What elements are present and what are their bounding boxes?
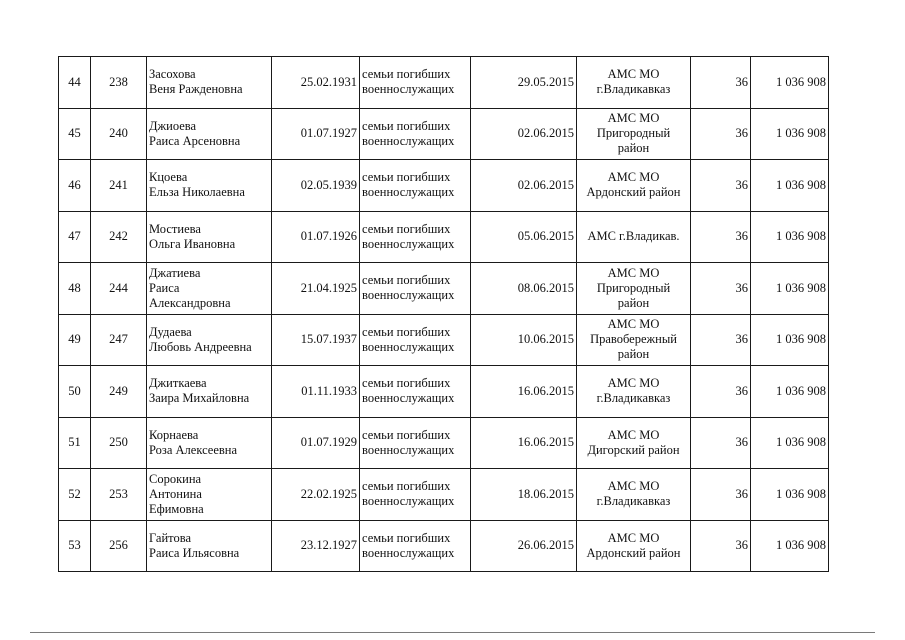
administration-cell xyxy=(577,160,691,212)
table-body xyxy=(59,57,829,572)
category-cell-line: семьи погибших xyxy=(362,376,451,391)
category-cell-line: семьи погибших xyxy=(362,118,451,133)
administration-cell-line: АМС МО xyxy=(607,530,660,545)
administration-cell-line: Правобережный xyxy=(590,332,677,347)
full-name-cell-line: Сорокина xyxy=(149,471,202,486)
full-name-cell xyxy=(147,108,272,160)
term-cell: 36 xyxy=(691,417,751,469)
full-name-cell-line: Корнаева xyxy=(149,427,199,442)
row-number-cell: 52 xyxy=(59,469,91,521)
full-name-cell xyxy=(147,314,272,366)
full-name-cell-line: Ольга Ивановна xyxy=(149,236,236,251)
term-cell: 36 xyxy=(691,108,751,160)
full-name-cell xyxy=(147,160,272,212)
full-name-cell-line: Джиткаева xyxy=(149,376,207,391)
category-cell-line: военнослужащих xyxy=(362,442,455,457)
row-number-cell: 50 xyxy=(59,366,91,418)
full-name-cell-line: Раиса Арсеновна xyxy=(149,133,241,148)
table-row xyxy=(59,314,829,366)
category-cell xyxy=(360,366,471,418)
full-name-cell xyxy=(147,417,272,469)
category-cell xyxy=(360,314,471,366)
term-cell: 36 xyxy=(691,314,751,366)
full-name-cell-line: Антонина xyxy=(149,486,202,501)
administration-cell-line: район xyxy=(617,295,650,310)
amount-cell: 1 036 908 xyxy=(751,108,829,160)
registration-number-cell: 244 xyxy=(91,263,147,315)
category-cell-line: военнослужащих xyxy=(362,339,455,354)
administration-cell-line: АМС МО xyxy=(607,427,660,442)
amount-cell: 1 036 908 xyxy=(751,211,829,263)
full-name-cell-line: Раиса xyxy=(149,280,180,295)
row-number-cell: 49 xyxy=(59,314,91,366)
amount-cell: 1 036 908 xyxy=(751,263,829,315)
full-name-cell-line: Засохова xyxy=(149,67,196,82)
birth-date-cell: 02.05.1939 xyxy=(272,160,360,212)
full-name-cell-line: Роза Алексеевна xyxy=(149,442,238,457)
application-date-cell: 16.06.2015 xyxy=(471,366,577,418)
administration-cell-line: район xyxy=(617,347,650,362)
term-cell: 36 xyxy=(691,160,751,212)
administration-cell-line: АМС МО xyxy=(607,376,660,391)
full-name-cell xyxy=(147,366,272,418)
full-name-cell-line: Ефимовна xyxy=(149,501,204,516)
administration-cell xyxy=(577,520,691,572)
administration-cell-line: АМС МО xyxy=(607,67,660,82)
amount-cell: 1 036 908 xyxy=(751,366,829,418)
category-cell-line: семьи погибших xyxy=(362,479,451,494)
full-name-cell-line: Кцоева xyxy=(149,170,188,185)
full-name-cell xyxy=(147,57,272,109)
birth-date-cell: 01.07.1929 xyxy=(272,417,360,469)
administration-cell-line: АМС МО xyxy=(607,479,660,494)
full-name-cell xyxy=(147,263,272,315)
full-name-cell-line: Раиса Ильясовна xyxy=(149,545,240,560)
row-number-cell: 44 xyxy=(59,57,91,109)
amount-cell: 1 036 908 xyxy=(751,160,829,212)
administration-cell-line: АМС МО xyxy=(607,170,660,185)
administration-cell xyxy=(577,314,691,366)
full-name-cell-line: Любовь Андреевна xyxy=(149,339,252,354)
administration-cell-line: АМС МО xyxy=(607,317,660,332)
administration-cell-line: г.Владикавказ xyxy=(596,82,671,97)
term-cell: 36 xyxy=(691,520,751,572)
category-cell xyxy=(360,108,471,160)
application-date-cell: 16.06.2015 xyxy=(471,417,577,469)
term-cell: 36 xyxy=(691,211,751,263)
registration-number-cell: 238 xyxy=(91,57,147,109)
category-cell-line: семьи погибших xyxy=(362,170,451,185)
category-cell xyxy=(360,520,471,572)
category-cell-line: военнослужащих xyxy=(362,288,455,303)
administration-cell xyxy=(577,211,691,263)
birth-date-cell: 15.07.1937 xyxy=(272,314,360,366)
category-cell-line: семьи погибших xyxy=(362,273,451,288)
full-name-cell-line: Джиоева xyxy=(149,118,197,133)
registration-number-cell: 249 xyxy=(91,366,147,418)
registration-number-cell: 241 xyxy=(91,160,147,212)
category-cell-line: военнослужащих xyxy=(362,236,455,251)
table-row xyxy=(59,211,829,263)
registration-number-cell: 242 xyxy=(91,211,147,263)
registration-number-cell: 247 xyxy=(91,314,147,366)
category-cell-line: семьи погибших xyxy=(362,67,451,82)
category-cell xyxy=(360,263,471,315)
category-cell-line: военнослужащих xyxy=(362,133,455,148)
housing-registry-table xyxy=(58,56,829,572)
full-name-cell xyxy=(147,520,272,572)
table-row xyxy=(59,366,829,418)
administration-cell xyxy=(577,263,691,315)
table-row xyxy=(59,417,829,469)
administration-cell-line: Пригородный xyxy=(596,280,671,295)
application-date-cell: 08.06.2015 xyxy=(471,263,577,315)
table-row xyxy=(59,160,829,212)
full-name-cell-line: Александровна xyxy=(149,295,231,310)
full-name-cell-line: Заира Михайловна xyxy=(149,391,250,406)
amount-cell: 1 036 908 xyxy=(751,57,829,109)
birth-date-cell: 22.02.1925 xyxy=(272,469,360,521)
category-cell-line: военнослужащих xyxy=(362,185,455,200)
category-cell xyxy=(360,417,471,469)
category-cell-line: военнослужащих xyxy=(362,82,455,97)
amount-cell: 1 036 908 xyxy=(751,469,829,521)
registration-number-cell: 240 xyxy=(91,108,147,160)
application-date-cell: 10.06.2015 xyxy=(471,314,577,366)
bottom-rule xyxy=(30,632,875,633)
full-name-cell-line: Гайтова xyxy=(149,530,191,545)
row-number-cell: 45 xyxy=(59,108,91,160)
amount-cell: 1 036 908 xyxy=(751,314,829,366)
full-name-cell-line: Ельза Николаевна xyxy=(149,185,245,200)
amount-cell: 1 036 908 xyxy=(751,417,829,469)
term-cell: 36 xyxy=(691,366,751,418)
application-date-cell: 05.06.2015 xyxy=(471,211,577,263)
category-cell xyxy=(360,160,471,212)
category-cell-line: военнослужащих xyxy=(362,545,455,560)
administration-cell-line: Дигорский район xyxy=(587,442,680,457)
administration-cell-line: Ардонский район xyxy=(586,545,681,560)
application-date-cell: 29.05.2015 xyxy=(471,57,577,109)
birth-date-cell: 21.04.1925 xyxy=(272,263,360,315)
application-date-cell: 02.06.2015 xyxy=(471,160,577,212)
administration-cell-line: АМС МО xyxy=(607,265,660,280)
full-name-cell-line: Дудаева xyxy=(149,324,192,339)
table-row xyxy=(59,469,829,521)
registration-number-cell: 253 xyxy=(91,469,147,521)
full-name-cell-line: Мостиева xyxy=(149,221,201,236)
row-number-cell: 46 xyxy=(59,160,91,212)
registration-number-cell: 250 xyxy=(91,417,147,469)
full-name-cell xyxy=(147,211,272,263)
administration-cell xyxy=(577,469,691,521)
table-row xyxy=(59,520,829,572)
application-date-cell: 18.06.2015 xyxy=(471,469,577,521)
category-cell-line: семьи погибших xyxy=(362,530,451,545)
application-date-cell: 02.06.2015 xyxy=(471,108,577,160)
administration-cell xyxy=(577,108,691,160)
term-cell: 36 xyxy=(691,469,751,521)
administration-cell xyxy=(577,417,691,469)
category-cell-line: военнослужащих xyxy=(362,494,455,509)
table-row xyxy=(59,263,829,315)
administration-cell-line: АМС МО xyxy=(607,111,660,126)
row-number-cell: 47 xyxy=(59,211,91,263)
row-number-cell: 53 xyxy=(59,520,91,572)
category-cell-line: семьи погибших xyxy=(362,324,451,339)
category-cell-line: семьи погибших xyxy=(362,427,451,442)
registration-number-cell: 256 xyxy=(91,520,147,572)
term-cell: 36 xyxy=(691,263,751,315)
amount-cell: 1 036 908 xyxy=(751,520,829,572)
birth-date-cell: 25.02.1931 xyxy=(272,57,360,109)
administration-cell-line: г.Владикавказ xyxy=(596,494,671,509)
row-number-cell: 48 xyxy=(59,263,91,315)
birth-date-cell: 01.11.1933 xyxy=(272,366,360,418)
table-row xyxy=(59,108,829,160)
category-cell xyxy=(360,469,471,521)
full-name-cell-line: Веня Ражденовна xyxy=(149,82,243,97)
birth-date-cell: 01.07.1927 xyxy=(272,108,360,160)
table-row xyxy=(59,57,829,109)
category-cell xyxy=(360,211,471,263)
full-name-cell-line: Джатиева xyxy=(149,265,201,280)
birth-date-cell: 01.07.1926 xyxy=(272,211,360,263)
administration-cell-line: район xyxy=(617,141,650,156)
administration-cell-line: г.Владикавказ xyxy=(596,391,671,406)
administration-cell-line: Пригородный xyxy=(596,126,671,141)
application-date-cell: 26.06.2015 xyxy=(471,520,577,572)
full-name-cell xyxy=(147,469,272,521)
category-cell-line: военнослужащих xyxy=(362,391,455,406)
administration-cell-line: АМС г.Владикав. xyxy=(587,229,680,244)
administration-cell xyxy=(577,57,691,109)
category-cell-line: семьи погибших xyxy=(362,221,451,236)
birth-date-cell: 23.12.1927 xyxy=(272,520,360,572)
administration-cell xyxy=(577,366,691,418)
category-cell xyxy=(360,57,471,109)
term-cell: 36 xyxy=(691,57,751,109)
row-number-cell: 51 xyxy=(59,417,91,469)
administration-cell-line: Ардонский район xyxy=(586,185,681,200)
